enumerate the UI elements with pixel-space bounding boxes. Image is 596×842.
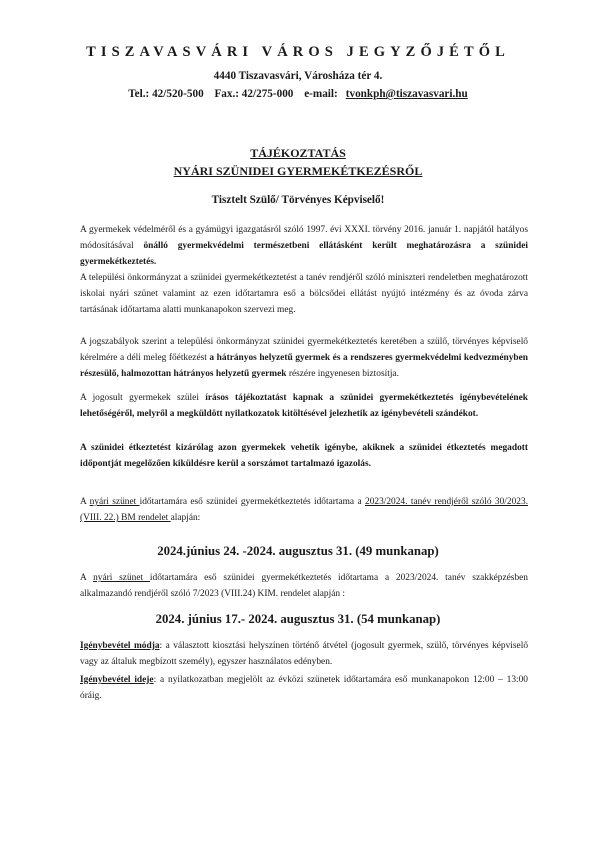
p7-a: A	[80, 573, 94, 583]
paragraph-5: A szünidei étkeztetést kizárólag azon gyermekek vehetik igénybe, akiknek a szünidei étkeztetés megadott időpontját megelőzően kiküldésre kerül a sorszámot tartalmazó igazolás.	[80, 443, 528, 470]
p6-c: alapján:	[170, 513, 201, 524]
paragraph-7	[80, 570, 528, 602]
p9-text: : a nyilatkozatban megjelölt az évközi szünetek időtartamára eső munkanapokon 12:00 – 13:00 óráig.	[80, 675, 528, 702]
office-heading: TISZAVASVÁRI VÁROS JEGYZŐJÉTŐL	[86, 44, 510, 60]
p4-bold: írásos tájékoztatást kapnak a szünidei gyermekétkeztetés igénybevételének lehetőségéről, melyről a megküldött nyilatkozatok kitöltésével jelezhetik az igénybevételi szándékot.	[80, 393, 528, 420]
contact-line	[0, 88, 596, 100]
p9-label: Igénybevétel ideje	[80, 675, 154, 685]
phone: Tel.: 42/520-500	[128, 88, 204, 100]
p3-bold: a hátrányos helyzetű gyermek és a rendszeres gyermekvédelmi kedvezményben részesülő, halmozottan hátrányos helyzetű gyermek	[80, 353, 528, 380]
p2-text: A települési önkormányzat a szünidei gyermekétkeztetést a tanév rendjéről szóló miniszteri rendeletben meghatározott iskolai nyári szünet valamint az ezen időtartamra eső a bölcsődei ellátást nyújtó intézmény és az óvoda zárva tartásának időtartama alatti munkanapokon szervezi meg.	[80, 273, 528, 316]
fax: Fax.: 42/275-000	[214, 88, 294, 100]
p1-text: A gyermekek védelméről és a gyámügyi igazgatásról szóló 1997. évi XXXI. törvény 2016. január 1. napjától hatályos módosításával	[80, 225, 528, 252]
period-2: 2024. június 17.- 2024. augusztus 31. (54 munkanap)	[155, 612, 441, 626]
paragraph-9	[80, 672, 528, 704]
p6-underline-2: 2023/2024. tanév rendjéről szóló 30/2023. (VIII. 22.) BM rendelet	[80, 497, 528, 524]
p7-b: időtartamára eső szünidei gyermekétkeztetés időtartama a 2023/2024. tanév szakképzésben alkalmazandó rendjéről szóló 7/2023 (VIII.24) KIM. rendelet alapján :	[80, 573, 528, 600]
p8-text: : a választott kiosztási helyszínen történő átvétel (jogosult gyermek, szülő, törvényes képviselő vagy az általuk megbízott személy), egyszer használatos edényben.	[80, 641, 529, 668]
email-link[interactable]: tvonkph@tiszavasvari.hu	[345, 88, 468, 100]
p3-text: A jogszabályok szerint a települési önkormányzat szünidei gyermekétkeztetés keretében a szülő, törvényes képviselő kérelmére a déli meleg főétkezést	[80, 337, 528, 364]
salutation: Tisztelt Szülő/ Törvényes Képviselő!	[211, 194, 385, 206]
title-line-1: TÁJÉKOZTATÁS	[250, 146, 346, 160]
paragraph-2	[80, 270, 528, 318]
paragraph-4	[80, 390, 528, 422]
paragraph-8	[80, 638, 528, 670]
paragraph-3	[80, 334, 528, 382]
office-address: 4440 Tiszavasvári, Városháza tér 4.	[213, 70, 383, 82]
p1-bold: önálló gyermekvédelmi természetbeni ellátásként került meghatározásra a szünidei gyermekétkeztetés.	[80, 241, 529, 268]
paragraph-1	[80, 222, 528, 270]
title-line-2: NYÁRI SZÜNIDEI GYERMEKÉTKEZÉSRŐL	[173, 164, 423, 178]
p6-underline-1: nyári szünet	[89, 497, 140, 507]
p6-a: A	[80, 497, 90, 507]
p4-text: A jogosult gyermekek szülei	[80, 393, 206, 403]
p3-tail: részére ingyenesen biztosítja.	[286, 369, 399, 380]
email-label: e-mail:	[304, 88, 338, 100]
p6-b: időtartamára eső szünidei gyermekétkeztetés időtartama a	[139, 497, 366, 507]
p7-underline: nyári szünet	[93, 573, 150, 583]
paragraph-6	[80, 494, 528, 526]
period-1: 2024.június 24. -2024. augusztus 31. (49 munkanap)	[157, 544, 439, 558]
p8-label: Igénybevétel módja	[80, 641, 160, 651]
